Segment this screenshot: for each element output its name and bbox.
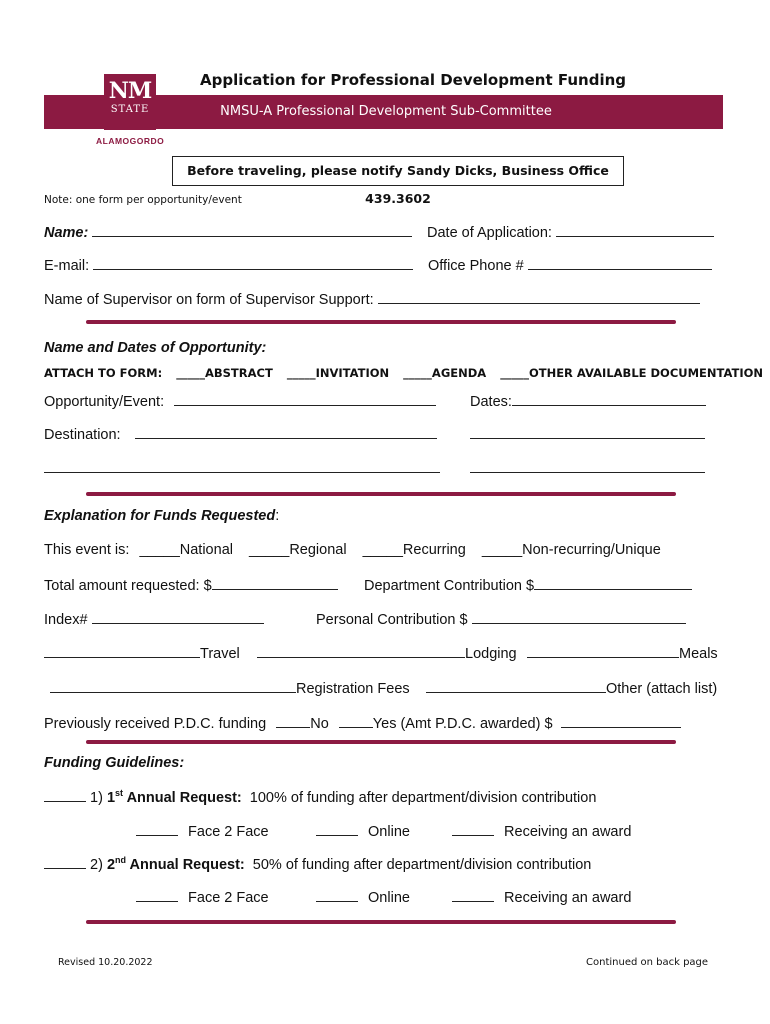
g1-online-check[interactable]	[316, 821, 358, 836]
dept-field[interactable]	[534, 575, 692, 590]
supervisor-label: Name of Supervisor on form of Supervisor Support:	[44, 292, 374, 308]
index-row	[44, 609, 264, 628]
phone-row	[428, 255, 712, 274]
g2-award-option	[452, 887, 631, 906]
destination-field[interactable]	[135, 424, 437, 439]
lodging-label: Lodging	[465, 646, 517, 662]
date-label: Date of Application:	[427, 225, 552, 241]
header-subtitle: NMSU-A Professional Development Sub-Committee	[220, 104, 552, 119]
date-row	[427, 222, 714, 241]
no-field[interactable]	[276, 713, 310, 728]
name-label: Name:	[44, 225, 89, 241]
guideline-1-ord: 1	[106, 790, 116, 806]
g2-online-check[interactable]	[316, 887, 358, 902]
index-label: Index#	[44, 612, 88, 628]
total-field[interactable]	[212, 575, 338, 590]
travel-label: Travel	[200, 646, 240, 662]
guideline-2-ord: 2	[106, 857, 116, 873]
registration-label: Registration Fees	[296, 681, 410, 697]
guideline-2-sup: nd	[115, 855, 127, 866]
destination-dates-field-2[interactable]	[470, 458, 705, 473]
destination-dates-field[interactable]	[470, 424, 705, 439]
phone-label: Office Phone #	[428, 258, 524, 274]
guideline-2-desc: 50% of funding after department/division contribution	[252, 857, 592, 873]
form-note: Note: one form per opportunity/event	[44, 194, 242, 206]
supervisor-field[interactable]	[378, 289, 700, 304]
logo-nm-text: NM	[108, 78, 152, 104]
logo-state-text: STATE	[110, 104, 150, 115]
registration-row	[50, 678, 410, 697]
page-title: Application for Professional Development Funding	[200, 71, 626, 89]
destination-line-2	[44, 458, 440, 478]
date-field[interactable]	[556, 222, 714, 237]
supervisor-row	[44, 289, 700, 308]
total-label: Total amount requested: $	[44, 578, 212, 594]
registration-field[interactable]	[50, 678, 296, 693]
explanation-heading: Explanation for Funds Requested	[44, 508, 276, 524]
other-label: Other (attach list)	[606, 681, 718, 697]
revised-date: Revised 10.20.2022	[58, 957, 153, 968]
g2-award-check[interactable]	[452, 887, 494, 902]
index-field[interactable]	[92, 609, 264, 624]
guideline-1-title: Annual Request:	[126, 790, 242, 806]
g2-face-label: Face 2 Face	[188, 890, 269, 906]
g2-award-label: Receiving an award	[504, 890, 632, 906]
g2-online-label: Online	[368, 890, 410, 906]
g1-award-option	[452, 821, 631, 840]
g2-face-check[interactable]	[136, 887, 178, 902]
email-field[interactable]	[93, 255, 413, 270]
guideline-1-check[interactable]	[44, 787, 86, 802]
attach-label: ATTACH TO FORM:	[44, 366, 163, 380]
g1-online-label: Online	[368, 824, 410, 840]
previous-funding-label: Previously received P.D.C. funding	[44, 716, 267, 732]
guideline-2-options	[136, 887, 269, 906]
travel-notice: Before traveling, please notify Sandy Dicks, Business Office 439.3602	[172, 156, 624, 186]
dept-row	[364, 575, 692, 594]
guideline-2-check[interactable]	[44, 854, 86, 869]
g1-face-check[interactable]	[136, 821, 178, 836]
attach-other[interactable]: _____OTHER AVAILABLE DOCUMENTATION	[500, 366, 764, 380]
meals-field[interactable]	[527, 643, 679, 658]
amount-awarded-field[interactable]	[561, 713, 681, 728]
event-type-recurring[interactable]: _____Recurring	[362, 542, 466, 558]
event-type-nonrecurring[interactable]: _____Non-recurring/Unique	[481, 542, 661, 558]
event-field[interactable]	[174, 391, 436, 406]
event-label: Opportunity/Event:	[44, 394, 165, 410]
guideline-2	[44, 854, 591, 873]
destination-row	[44, 424, 437, 443]
yes-field[interactable]	[339, 713, 373, 728]
dates-label: Dates:	[470, 394, 512, 410]
dates-row	[470, 391, 706, 410]
meals-row	[527, 643, 718, 662]
guideline-1-options	[136, 821, 269, 840]
g1-award-label: Receiving an award	[504, 824, 632, 840]
destination-label: Destination:	[44, 427, 121, 443]
phone-field[interactable]	[528, 255, 712, 270]
personal-row	[316, 609, 686, 628]
explanation-heading-row	[44, 508, 279, 524]
other-field[interactable]	[426, 678, 606, 693]
guideline-2-num: 2)	[90, 857, 103, 873]
total-row	[44, 575, 338, 594]
attach-row	[44, 366, 763, 380]
travel-row	[44, 643, 240, 662]
logo-campus-text: ALAMOGORDO	[96, 136, 165, 146]
lodging-row	[257, 643, 517, 662]
section-divider	[86, 740, 676, 744]
section-divider	[86, 920, 676, 924]
explanation-colon: :	[275, 508, 280, 524]
g1-face-label: Face 2 Face	[188, 824, 269, 840]
personal-label: Personal Contribution $	[316, 612, 468, 628]
dept-label: Department Contribution $	[364, 578, 535, 594]
section-divider	[86, 320, 676, 324]
guidelines-heading: Funding Guidelines:	[44, 755, 185, 771]
event-type-national[interactable]: _____National	[139, 542, 233, 558]
other-row	[426, 678, 717, 697]
event-is-label: This event is:	[44, 542, 130, 558]
attach-agenda[interactable]: _____AGENDA	[403, 366, 487, 380]
section-divider	[86, 492, 676, 496]
event-type-row	[44, 542, 661, 558]
email-label: E-mail:	[44, 258, 90, 274]
destination-dates-row	[470, 424, 705, 444]
previous-funding-row	[44, 713, 681, 732]
continued-note: Continued on back page	[586, 957, 709, 968]
yes-label: Yes (Amt P.D.C. awarded) $	[372, 716, 553, 732]
event-row	[44, 391, 436, 410]
lodging-field[interactable]	[257, 643, 465, 658]
meals-label: Meals	[679, 646, 718, 662]
guideline-1	[44, 787, 596, 806]
opportunity-heading: Name and Dates of Opportunity:	[44, 340, 267, 356]
g1-award-check[interactable]	[452, 821, 494, 836]
attach-abstract[interactable]: _____ABSTRACT	[176, 366, 273, 380]
event-type-regional[interactable]: _____Regional	[249, 542, 347, 558]
guideline-1-desc: 100% of funding after department/division contribution	[249, 790, 597, 806]
g1-online-option	[316, 821, 410, 840]
no-label: No	[310, 716, 329, 732]
dates-field[interactable]	[512, 391, 706, 406]
header-bar-left	[44, 95, 104, 129]
destination-field-2[interactable]	[44, 458, 440, 473]
name-field[interactable]	[92, 222, 412, 237]
g2-online-option	[316, 887, 410, 906]
name-row	[44, 222, 412, 241]
guideline-2-title: Annual Request:	[129, 857, 245, 873]
guideline-1-sup: st	[115, 788, 124, 799]
attach-invitation[interactable]: _____INVITATION	[286, 366, 390, 380]
personal-field[interactable]	[472, 609, 686, 624]
travel-field[interactable]	[44, 643, 200, 658]
destination-dates-line-2	[470, 458, 705, 478]
guideline-1-num: 1)	[90, 790, 103, 806]
email-row	[44, 255, 413, 274]
